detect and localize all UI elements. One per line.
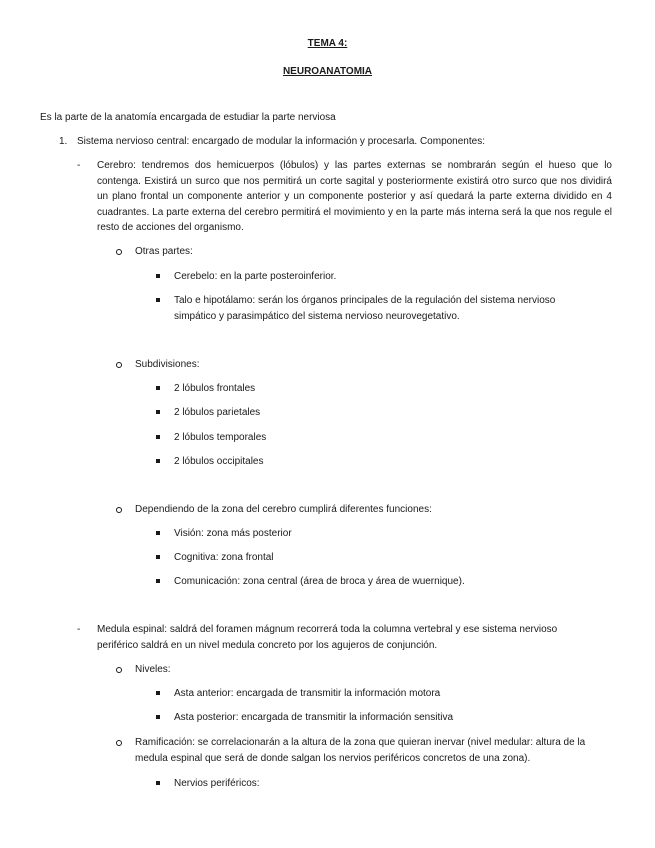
list-item: Asta posterior: encargada de transmitir la información sensitiva [174, 712, 454, 723]
page-title: NEUROANATOMIA [282, 66, 373, 77]
circle-bullet [116, 667, 122, 673]
list-item: Visión: zona más posterior [174, 528, 292, 539]
circle-bullet [116, 249, 122, 255]
square-bullet [156, 715, 160, 719]
square-bullet [156, 691, 160, 695]
list-item: Asta anterior: encargada de transmitir la información motora [174, 688, 441, 699]
intro-paragraph: Es la parte de la anatomía encargada de estudiar la parte nerviosa [40, 112, 336, 123]
square-bullet [156, 435, 160, 439]
circle-bullet [116, 362, 122, 368]
topic-number: TEMA 4: [307, 38, 348, 49]
list-item: 2 lóbulos occipitales [174, 456, 264, 467]
list-item: Cognitiva: zona frontal [174, 552, 274, 563]
list-item: 2 lóbulos parietales [174, 407, 261, 418]
list-item: 2 lóbulos frontales [174, 383, 256, 394]
medula-paragraph: Medula espinal: saldrá del foramen mágnum recorrerá toda la columna vertebral y ese sistema nervioso periférico saldrá en un nivel medula concreto por los agujeros de conjunción. [97, 624, 558, 651]
circle-bullet [116, 507, 122, 513]
list-item: 2 lóbulos temporales [174, 432, 267, 443]
square-bullet [156, 531, 160, 535]
ramificacion-paragraph: Ramificación: se correlacionarán a la altura de la zona que quieran inervar (nivel medular: altura de la medula espinal que será de donde salgan los nervios periféricos concretos de una zona). [135, 737, 586, 764]
square-bullet [156, 579, 160, 583]
square-bullet [156, 781, 160, 785]
square-bullet [156, 386, 160, 390]
square-bullet [156, 274, 160, 278]
section-heading: Sistema nervioso central: encargado de modular la información y procesarla. Componentes: [77, 136, 485, 147]
square-bullet [156, 298, 160, 302]
list-item: Talo e hipotálamo: serán los órganos principales de la regulación del sistema nervioso simpático y parasimpático del sistema nervioso neurovegetativo. [174, 295, 556, 322]
section-number: 1. [59, 136, 68, 147]
subdivisiones-label: Subdivisiones: [135, 359, 200, 370]
funciones-label: Dependiendo de la zona del cerebro cumplirá diferentes funciones: [135, 504, 432, 515]
square-bullet [156, 410, 160, 414]
dash-bullet: - [77, 160, 81, 171]
circle-bullet [116, 740, 122, 746]
list-item: Comunicación: zona central (área de broca y área de wuernique). [174, 576, 465, 587]
square-bullet [156, 459, 160, 463]
square-bullet [156, 555, 160, 559]
list-item: Cerebelo: en la parte posteroinferior. [174, 271, 337, 282]
otras-partes-label: Otras partes: [135, 246, 193, 257]
niveles-label: Niveles: [135, 664, 171, 675]
list-item: Nervios periféricos: [174, 778, 260, 789]
cerebro-paragraph: Cerebro: tendremos dos hemicuerpos (lóbulos) y las partes externas se nombrarán según el hueso que lo contenga. Existirá un surco que nos permitirá un corte sagital y posteriormente existirá otro surco que nos dividirá un plano frontal un componente anterior y un componente posterior y así quedará la parte externa dividido en 4 cuadrantes. La parte externa del cerebro permitirá el movimiento y en la parte más interna será la que nos regule el resto de acciones del organismo. [97, 160, 612, 234]
dash-bullet: - [77, 624, 81, 635]
